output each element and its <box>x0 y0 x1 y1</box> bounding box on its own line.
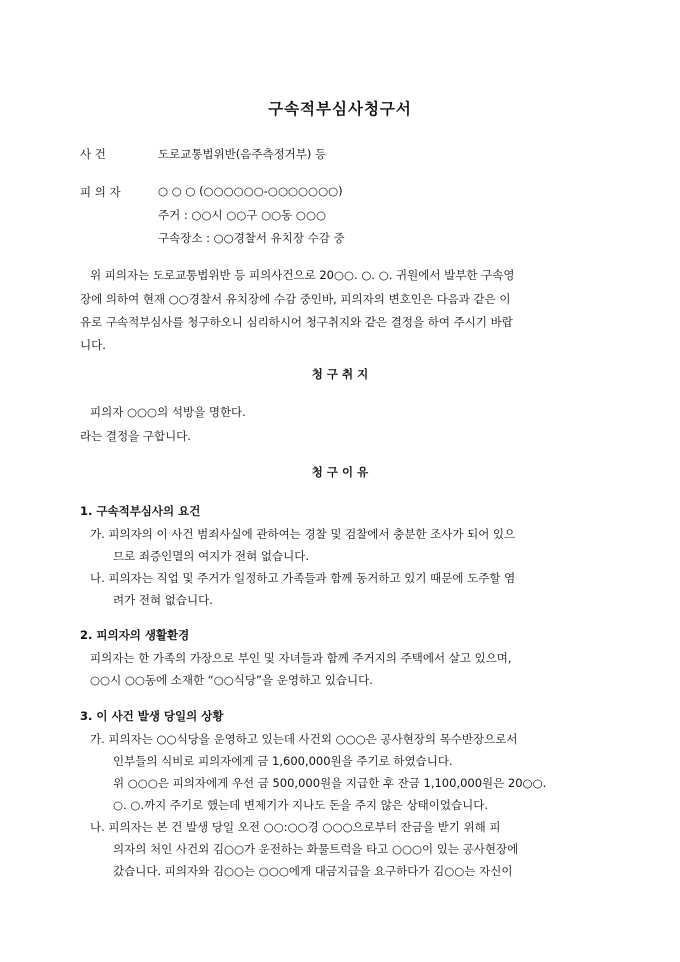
intro-line: 위 피의자는 도로교통법위반 등 피의사건으로 20○○. ○. ○. 귀원에서 발부한 구속영 <box>90 268 515 282</box>
section-line: ○. ○.까지 주기로 했는데 변제기가 지나도 돈을 주지 않은 상태이었습니다. <box>113 798 488 812</box>
intro-line: 니다. <box>80 338 106 352</box>
section-line: 위 ○○○은 피의자에게 우선 금 500,000원을 지급한 후 잔금 1,100,000원은 20○○. <box>113 776 547 790</box>
section-line: 가. 피의자의 이 사건 범죄사실에 관하여는 경찰 및 검찰에서 충분한 조사가 되어 있으 <box>90 527 516 541</box>
section-line: 의자의 처인 사건외 김○○가 운전하는 화물트럭을 타고 ○○○이 있는 공사현장에 <box>113 842 519 856</box>
intro-line: 유로 구속적부심사를 청구하오니 심리하시어 청구취지와 같은 결정을 하여 주시기 바랍 <box>80 315 513 329</box>
section-line: ○○시 ○○동에 소재한 “○○식당”을 운영하고 있습니다. <box>90 673 373 687</box>
purpose-heading: 청 구 취 지 <box>311 367 369 381</box>
section-heading: 2. 피의자의 생활환경 <box>80 628 190 642</box>
section-line: 피의자는 한 가족의 가장으로 부인 및 자녀들과 함께 주거지의 주택에서 살고 있으며, <box>90 651 512 665</box>
case-value: 도로교통법위반(음주측정거부) 등 <box>158 147 327 161</box>
intro-line: 장에 의하여 현재 ○○경찰서 유치장에 수감 중인바, 피의자의 변호인은 다음과 같은 이 <box>80 292 511 306</box>
section-line: 므로 죄증인멸의 여지가 전혀 없습니다. <box>113 549 310 563</box>
section-line: 려가 전혀 없습니다. <box>113 593 213 607</box>
suspect-label: 피 의 자 <box>80 185 121 199</box>
suspect-name: ○ ○ ○ (○○○○○○-○○○○○○○) <box>158 184 343 198</box>
suspect-address: 주거 : ○○시 ○○구 ○○동 ○○○ <box>158 208 327 222</box>
purpose-line: 라는 결정을 구합니다. <box>80 429 191 443</box>
section-line: 갔습니다. 피의자와 김○○는 ○○○에게 대금지급을 요구하다가 김○○는 자신이 <box>113 864 513 878</box>
section-heading: 3. 이 사건 발생 당일의 상황 <box>80 709 224 723</box>
section-line: 인부들의 식비로 피의자에게 금 1,600,000원을 주기로 하였습니다. <box>113 754 453 768</box>
suspect-custody: 구속장소 : ○○경찰서 유치장 수감 중 <box>158 231 345 245</box>
section-line: 나. 피의자는 본 건 발생 당일 오전 ○○:○○경 ○○○으로부터 잔금을 받기 위해 피 <box>90 820 501 834</box>
section-line: 가. 피의자는 ○○식당을 운영하고 있는데 사건외 ○○○은 공사현장의 목수반장으로서 <box>90 732 518 746</box>
section-heading: 1. 구속적부심사의 요건 <box>80 504 201 518</box>
reason-heading: 청 구 이 유 <box>311 465 369 479</box>
case-label: 사 건 <box>80 147 106 161</box>
section-line: 나. 피의자는 직업 및 주거가 일정하고 가족들과 함께 동거하고 있기 때문에 도주할 염 <box>90 571 516 585</box>
document-title: 구속적부심사청구서 <box>268 100 412 118</box>
purpose-line: 피의자 ○○○의 석방을 명한다. <box>90 405 246 419</box>
